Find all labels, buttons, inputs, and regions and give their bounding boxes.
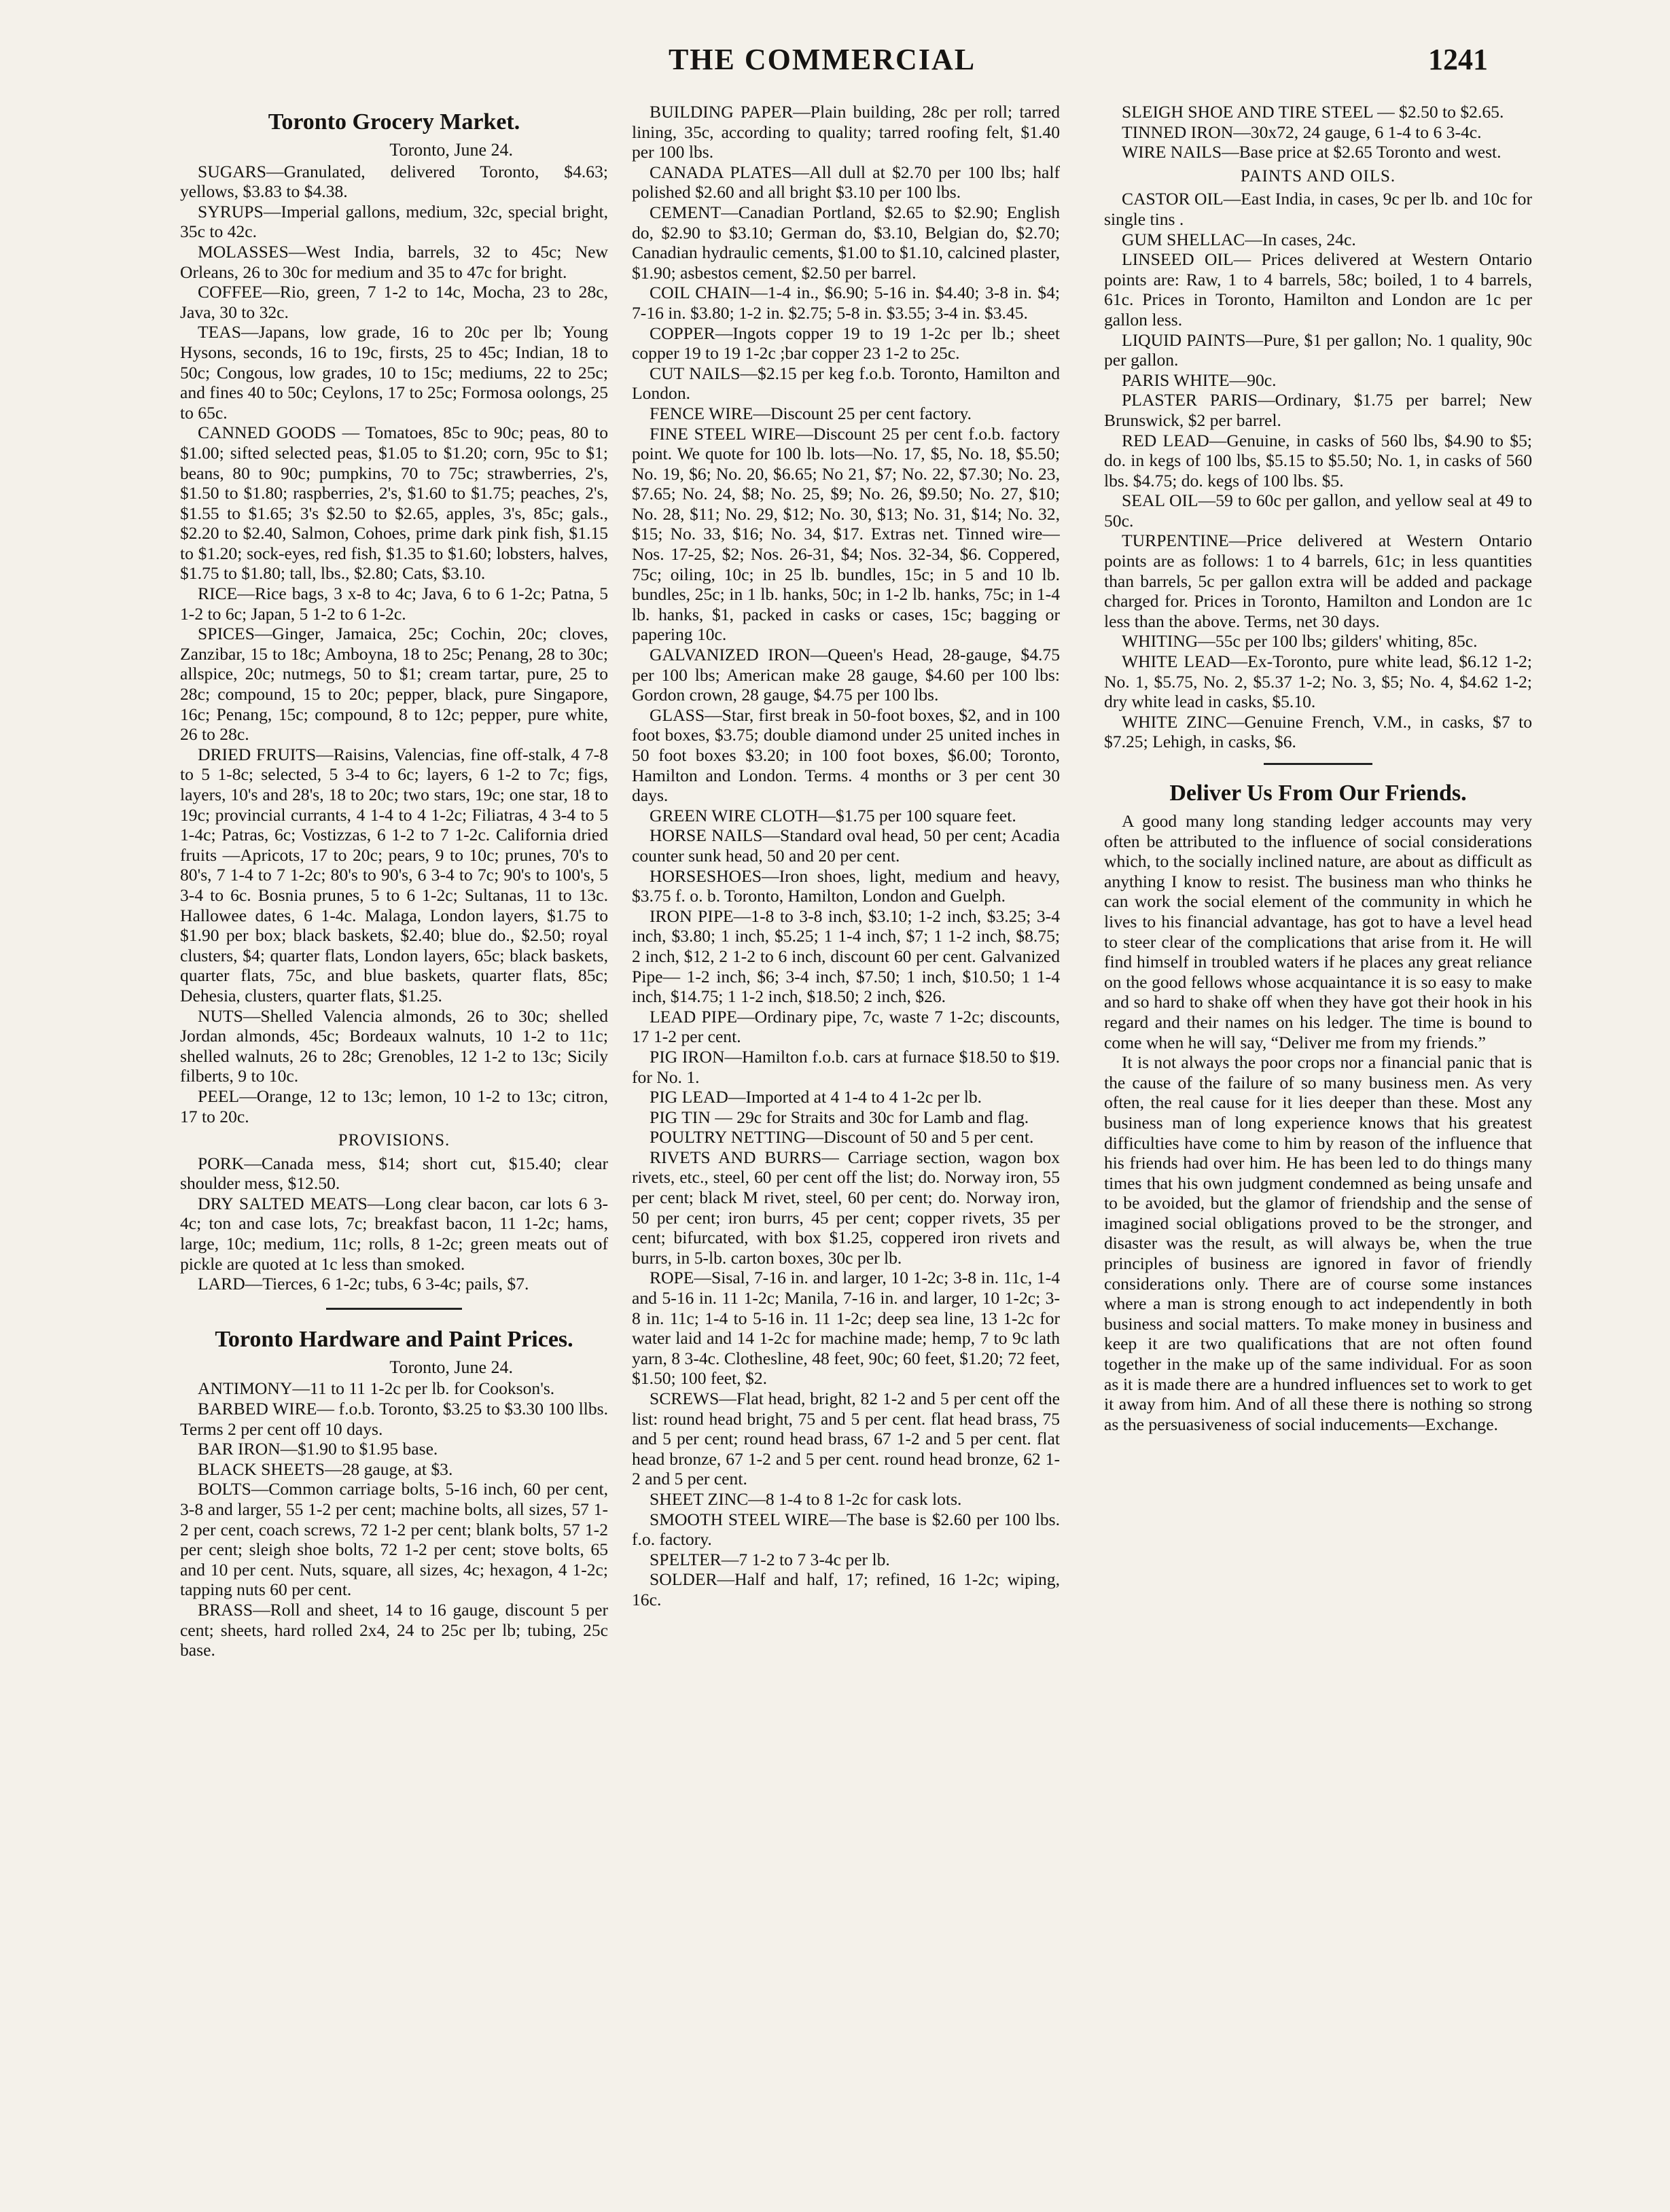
hardware-paragraph: SLEIGH SHOE AND TIRE STEEL — $2.50 to $2.65. <box>1122 102 1504 122</box>
hardware-paragraph: CANADA PLATES—All dull at $2.70 per 100 lbs; half polished $2.60 and all bright $3.10 per 100 lbs. <box>632 162 1060 202</box>
grocery-paragraph: RICE—Rice bags, 3 x-8 to 4c; Java, 6 to 6 1-2c; Patna, 5 1-2 to 6c; Japan, 5 1-2 to 6 1-2c. <box>180 584 608 624</box>
paints-paragraph: GUM SHELLAC—In cases, 24c. <box>1122 229 1356 249</box>
hardware-paragraph: CUT NAILS—$2.15 per keg f.o.b. Toronto, Hamilton and London. <box>632 363 1060 404</box>
hardware-paragraph: ROPE—Sisal, 7-16 in. and larger, 10 1-2c; 3-8 in. 11c, 1-4 and 5-16 in. 11 1-2c; Manila, 7-16 in. and larger, 10 1-2c; 3-8 in. 11c; 1-4 to 5-16 in. 11 1-2c; deep sea line, 13 1-2c for water laid and 14 1-2c for machine made; hemp, 7 to 9c lath yarn, 8 3-4c. Clothesline, 48 feet, 90c; 60 feet, $1.20; 72 feet, $1.50; 100 feet, $2. <box>632 1268 1060 1389</box>
hardware-paragraph: SOLDER—Half and half, 17; refined, 16 1-2c; wiping, 16c. <box>632 1569 1060 1609</box>
hardware-paragraph: COIL CHAIN—1-4 in., $6.90; 5-16 in. $4.40; 3-8 in. $4; 7-16 in. $3.80; 1-2 in. $2.75; 5-8 in. $3.55; 3-4 in. $3.45. <box>632 283 1060 323</box>
hardware-paragraph: PIG TIN — 29c for Straits and 30c for Lamb and flag. <box>650 1107 1029 1127</box>
hardware-paragraph: POULTRY NETTING—Discount of 50 and 5 per cent. <box>650 1127 1034 1147</box>
hardware-paragraph: PIG IRON—Hamilton f.o.b. cars at furnace $18.50 to $19. for No. 1. <box>632 1046 1060 1087</box>
hardware-paragraph: FENCE WIRE—Discount 25 per cent factory. <box>650 403 972 423</box>
hardware-paragraph: RIVETS AND BURRS— Carriage section, wagon box rivets, etc., steel, 60 per cent off the list; do. Norway iron, 55 per cent; black M rivet, steel, 60 per cent; do. Norway iron, 50 per cent; iron burrs, 45 per cent; copper rivets, 35 per cent; bifurcated, with box $1.25, coppered iron rivets and burrs, in 5-lb. carton boxes, 30c per lb. <box>632 1147 1060 1268</box>
hardware-paragraph: LEAD PIPE—Ordinary pipe, 7c, waste 7 1-2c; discounts, 17 1-2 per cent. <box>632 1006 1060 1047</box>
page-number: 1241 <box>1428 43 1488 76</box>
provisions-subhead: PROVISIONS. <box>338 1131 450 1150</box>
hardware-paragraph: CEMENT—Canadian Portland, $2.65 to $2.90; English do, $2.90 to $3.10; German do, $3.10, Belgian do, $2.70; Canadian hydraulic cements, $1.00 to $1.10, calcined plaster, $1.90; asbestos cement, $2.50 per barrel. <box>632 202 1060 283</box>
hardware-paragraph: SPELTER—7 1-2 to 7 3-4c per lb. <box>650 1549 890 1569</box>
grocery-paragraph: SPICES—Ginger, Jamaica, 25c; Cochin, 20c; cloves, Zanzibar, 15 to 18c; Amboyna, 18 to 25c; Penang, 28 to 30c; allspice, 20c; nutmegs, 50 to $1; cream tartar, pure, 25 to 28c; compound, 15 to 20c; pepper, black, pure Singapore, 16c; Penang, 15c; compound, 8 to 12c; pepper, pure white, 26 to 28c. <box>180 624 608 745</box>
provisions-paragraph: LARD—Tierces, 6 1-2c; tubs, 6 3-4c; pails, $7. <box>198 1274 529 1294</box>
grocery-paragraph: PEEL—Orange, 12 to 13c; lemon, 10 1-2 to 13c; citron, 17 to 20c. <box>180 1086 608 1126</box>
hardware-paragraph: HORSE NAILS—Standard oval head, 50 per cent; Acadia counter sunk head, 50 and 20 per cent. <box>632 825 1060 866</box>
article-heading: Deliver Us From Our Friends. <box>1169 781 1467 806</box>
paints-paragraph: CASTOR OIL—East India, in cases, 9c per lb. and 10c for single tins . <box>1104 189 1532 229</box>
column-2 <box>632 102 1060 2181</box>
grocery-paragraph: NUTS—Shelled Valencia almonds, 26 to 30c; shelled Jordan almonds, 45c; Bordeaux walnuts, 10 1-2 to 11c; shelled walnuts, 26 to 28c; Grenobles, 12 1-2 to 13c; Sicily filberts, 9 to 10c. <box>180 1005 608 1086</box>
section-divider <box>326 1308 462 1310</box>
paints-paragraph: WHITING—55c per 100 lbs; gilders' whiting, 85c. <box>1122 631 1478 652</box>
paints-paragraph: TURPENTINE—Price delivered at Western Ontario points are as follows: 1 to 4 barrels, 61c; in less quantities than barrels, 5c per gallon extra will be added and package charged for. Prices in Toronto, Hamilton and London are 1c less than the above. Terms, net 30 days. <box>1104 531 1532 631</box>
hardware-paragraph: PIG LEAD—Imported at 4 1-4 to 4 1-2c per lb. <box>650 1087 982 1107</box>
hardware-paragraph: BAR IRON—$1.90 to $1.95 base. <box>198 1439 438 1459</box>
grocery-paragraph: SUGARS—Granulated, delivered Toronto, $4.63; yellows, $3.83 to $4.38. <box>180 161 608 202</box>
paints-subhead: PAINTS AND OILS. <box>1240 166 1396 185</box>
column-1 <box>180 102 608 2181</box>
hardware-paragraph: GALVANIZED IRON—Queen's Head, 28-gauge, $4.75 per 100 lbs; American make 28 gauge, $4.60 per 100 lbs: Gordon crown, 28 gauge, $4.75 per 100 lbs. <box>632 645 1060 705</box>
hardware-paragraph: IRON PIPE—1-8 to 3-8 inch, $3.10; 1-2 inch, $3.25; 3-4 inch, $3.80; 1 inch, $5.25; 1 1-4 inch, $7; 1 1-2 inch, $8.75; 2 inch, $12, 2 1-2 to 6 inch, discount 60 per cent. Galvanized Pipe— 1-2 inch, $6; 3-4 inch, $7.50; 1 inch, $10.50; 1 1-4 inch, $14.75; 1 1-2 inch, $18.50; 2 inch, $26. <box>632 906 1060 1007</box>
column-3 <box>1104 102 1532 2181</box>
hardware-paragraph: TINNED IRON—30x72, 24 gauge, 6 1-4 to 6 3-4c. <box>1122 122 1482 142</box>
section-divider <box>1264 763 1372 765</box>
hardware-paragraph: BLACK SHEETS—28 gauge, at $3. <box>198 1459 453 1479</box>
paints-paragraph: LINSEED OIL— Prices delivered at Western Ontario points are: Raw, 1 to 4 barrels, 58c; boiled, 1 to 4 barrels, 61c. Prices in Toronto, Hamilton and London are 1c per gallon less. <box>1104 249 1532 329</box>
hardware-paragraph: BRASS—Roll and sheet, 14 to 16 gauge, discount 5 per cent; sheets, hard rolled 2x4, 24 to 25c per lb; tubing, 25c base. <box>180 1599 608 1660</box>
hardware-paragraph: GREEN WIRE CLOTH—$1.75 per 100 square feet. <box>650 805 1016 825</box>
hardware-paragraph: COPPER—Ingots copper 19 to 19 1-2c per lb.; sheet copper 19 to 19 1-2c ;bar copper 23 1-2 to 25c. <box>632 323 1060 363</box>
grocery-paragraph: DRIED FRUITS—Raisins, Valencias, fine off-stalk, 4 7-8 to 5 1-8c; selected, 5 3-4 to 6c; layers, 6 1-2 to 7c; figs, layers, 10's and 28's, 18 to 20c; two stars, 19c; one star, 18 to 19c; provincial currants, 4 1-4 to 4 1-2c; Filiatras, 4 3-4 to 5 1-4c; Patras, 6c; Vostizzas, 6 1-2 to 7 1-2c. California dried fruits —Apricots, 17 to 20c; pears, 9 to 10c; prunes, 70's to 80's, 7 1-4 to 7 1-2c; 80's to 90's, 6 3-4 to 7c; 90's to 100's, 5 3-4 to 6c. Bosnia prunes, 5 to 6 1-2c; Sultanas, 11 to 13c. Hallowee dates, 6 1-4c. Malaga, London layers, $1.75 to $1.90 per box; black baskets, $2.40; blue do., $2.50; royal clusters, $4; quarter flats, London layers, 65c; black baskets, quarter flats, 75c, and blue baskets, quarter flats, 85c; Dehesia, clusters, quarter flats, $1.25. <box>180 744 608 1005</box>
grocery-heading: Toronto Grocery Market. <box>268 109 520 135</box>
hardware-paragraph: SHEET ZINC—8 1-4 to 8 1-2c for cask lots. <box>650 1488 962 1509</box>
paints-paragraph: WHITE ZINC—Genuine French, V.M., in casks, $7 to $7.25; Lehigh, in casks, $6. <box>1104 711 1532 752</box>
article-paragraph: A good many long standing ledger accounts may very often be attributed to the influence of social considerations which, to the socially inclined nature, are about as difficult as anything I know to resist. The business man who thinks he can work the social element of the community in which he lives to his financial advantage, has got to have a level head to steer clear of the complications that arise from it. He will find himself in troubled waters if he places any great reliance on the good fellows whose acquaintance it is so easy to make and so hard to shake off when they have got their hook in his regard and their names on his ledger. The time is bound to come when he will say, “Deliver me from my friends.” <box>1104 811 1532 1052</box>
hardware-paragraph: SCREWS—Flat head, bright, 82 1-2 and 5 per cent off the list: round head bright, 75 and 5 per cent. flat head brass, 75 and 5 per cent; round head brass, 67 1-2 and 5 per cent. flat head bronze, 67 1-2 and 5 per cent. round head bronze, 62 1-2 and 5 per cent. <box>632 1389 1060 1489</box>
grocery-paragraph: SYRUPS—Imperial gallons, medium, 32c, special bright, 35c to 42c. <box>180 201 608 242</box>
hardware-paragraph: GLASS—Star, first break in 50-foot boxes, $2, and in 100 foot boxes, $3.75; double diamond under 25 united inches in 50 foot boxes $3.20; in 100 foot boxes, $6.00; Toronto, Hamilton and London. Terms. 4 months or 3 per cent 30 days. <box>632 704 1060 806</box>
grocery-paragraph: CANNED GOODS — Tomatoes, 85c to 90c; peas, 80 to $1.00; sifted selected peas, $1.05 to $1.20; corn, 95c to $1; beans, 80 to 90c; pumpkins, 70 to 75c; strawberries, 2's, $1.50 to $1.80; raspberries, 2's, $1.60 to $1.75; peaches, 2's, $1.55 to $1.65; 3's $2.50 to $2.65, apples, 3's, 85c; gals., $2.20 to $2.40, Salmon, Cohoes, prime dark pink fish, $1.15 to $1.20; sock-eyes, red fish, $1.35 to $1.60; lobsters, halves, $1.75 to $1.80; tall, lbs., $2.80; Cats, $3.10. <box>180 423 608 584</box>
hardware-paragraph: FINE STEEL WIRE—Discount 25 per cent f.o.b. factory point. We quote for 100 lb. lots—No. 17, $5, No. 18, $5.50; No. 19, $6; No. 20, $6.65; No 21, $7; No. 22, $7.30; No. 23, $7.65; No. 24, $8; No. 25, $9; No. 26, $9.50; No. 27, $10; No. 28, $11; No. 29, $12; No. 30, $13; No. 31, $14; No. 32, $15; No. 33, $16; No. 34, $17. Extras net. Tinned wire—Nos. 17-25, $2; Nos. 26-31, $4; Nos. 32-34, $6. Coppered, 75c; oiling, 10c; in 25 lb. bundles, 15c; in 5 and 10 lb. bundles, 25c; in 1 lb. hanks, 50c; in 1-2 lb. hanks, 75c; in 1-4 lb. hanks, $1, packed in casks or cases, 15c; bagging or papering 10c. <box>632 423 1060 645</box>
hardware-paragraph: BARBED WIRE— f.o.b. Toronto, $3.25 to $3.30 100 llbs. Terms 2 per cent off 10 days. <box>180 1399 608 1439</box>
paints-paragraph: LIQUID PAINTS—Pure, $1 per gallon; No. 1 quality, 90c per gallon. <box>1104 329 1532 370</box>
hardware-paragraph: BOLTS—Common carriage bolts, 5-16 inch, 60 per cent, 3-8 and larger, 55 1-2 per cent; machine bolts, all sizes, 57 1-2 per cent, coach screws, 72 1-2 per cent; blank bolts, 57 1-2 per cent; sleigh shoe bolts, 72 1-2 per cent; stove bolts, 65 and 10 per cent. Nuts, square, all sizes, 4c; hexagon, 4 1-2c; tapping nuts 60 per cent. <box>180 1479 608 1600</box>
provisions-paragraph: PORK—Canada mess, $14; short cut, $15.40; clear shoulder mess, $12.50. <box>180 1153 608 1194</box>
grocery-paragraph: COFFEE—Rio, green, 7 1-2 to 14c, Mocha, 23 to 28c, Java, 30 to 32c. <box>180 282 608 322</box>
grocery-paragraph: TEAS—Japans, low grade, 16 to 20c per lb; Young Hysons, seconds, 16 to 19c, firsts, 25 to 45c; Indian, 18 to 50c; Congous, low grades, 10 to 15c; mediums, 22 to 25c; and fines 40 to 50c; Ceylons, 17 to 25c; Formosa oolongs, 25 to 65c. <box>180 322 608 423</box>
hardware-paragraph: ANTIMONY—11 to 11 1-2c per lb. for Cookson's. <box>198 1378 555 1399</box>
running-head <box>156 42 1488 83</box>
hardware-paragraph: WIRE NAILS—Base price at $2.65 Toronto and west. <box>1122 142 1502 162</box>
paints-paragraph: RED LEAD—Genuine, in casks of 560 lbs, $4.90 to $5; do. in kegs of 100 lbs, $5.15 to $5.50; No. 1, in casks of 560 lbs. $4.75; do. kegs of 100 lbs. $5. <box>1104 430 1532 490</box>
hardware-dateline: Toronto, June 24. <box>389 1357 513 1377</box>
paints-paragraph: WHITE LEAD—Ex-Toronto, pure white lead, $6.12 1-2; No. 1, $5.75, No. 2, $5.37 1-2; No. 3, $5; No. 4, $4.62 1-2; dry white lead in casks, $5.10. <box>1104 652 1532 712</box>
provisions-paragraph: DRY SALTED MEATS—Long clear bacon, car lots 6 3-4c; ton and case lots, 7c; breakfast bacon, 11 1-2c; hams, large, 10c; medium, 11c; rolls, 8 1-2c; green meats out of pickle are quoted at 1c less than smoked. <box>180 1193 608 1274</box>
paints-paragraph: PLASTER PARIS—Ordinary, $1.75 per barrel; New Brunswick, $2 per barrel. <box>1104 390 1532 430</box>
page-title: THE COMMERCIAL <box>668 43 976 76</box>
article-paragraph: It is not always the poor crops nor a financial panic that is the cause of the failure of so many business men. As very often, the real cause for it lies deeper than these. Most any business man of long experience knows that his greatest difficulties have come to him by reason of the influence that his friends had over him. He has been led to do things many times that his own judgment condemned as being unsafe and to be avoided, but the glamor of friendship and the sense of imagined social obligations proved to be the stronger, and disaster was the result, as will always be, when the true principles of business are ignored in favor of friendly considerations only. There are of course some instances where a man is strong enough to act independently in both business and social matters. To make money in business and keep it are two qualifications that are not often found together in the make up of the same individual. For as soon as it is made there are a hundred influences set to work to get it away from him. And of all these there is nothing so strong as the persuasiveness of social inducements—Exchange. <box>1104 1052 1532 1434</box>
hardware-paragraph: SMOOTH STEEL WIRE—The base is $2.60 per 100 lbs. f.o. factory. <box>632 1509 1060 1550</box>
paints-paragraph: SEAL OIL—59 to 60c per gallon, and yellow seal at 49 to 50c. <box>1104 490 1532 531</box>
hardware-paragraph: BUILDING PAPER—Plain building, 28c per roll; tarred lining, 35c, according to quality; tarred roofing felt, $1.40 per 100 lbs. <box>632 102 1060 162</box>
hardware-paragraph: HORSESHOES—Iron shoes, light, medium and heavy, $3.75 f. o. b. Toronto, Hamilton, London and Guelph. <box>632 866 1060 906</box>
grocery-paragraph: MOLASSES—West India, barrels, 32 to 45c; New Orleans, 26 to 30c for medium and 35 to 47c for bright. <box>180 241 608 282</box>
grocery-dateline: Toronto, June 24. <box>389 140 513 160</box>
paints-paragraph: PARIS WHITE—90c. <box>1122 370 1277 390</box>
hardware-heading: Toronto Hardware and Paint Prices. <box>215 1326 573 1352</box>
